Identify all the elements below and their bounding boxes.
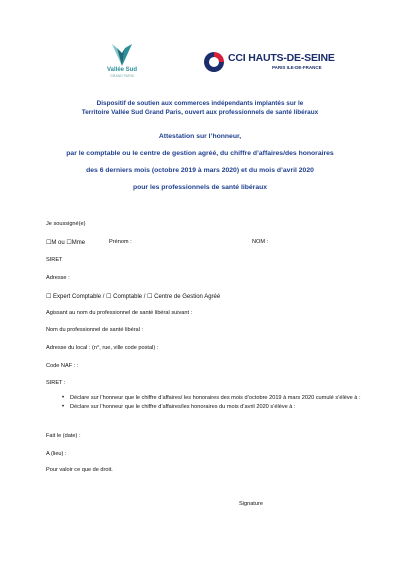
pour-valoir-label: Pour valoir ce que de droit. xyxy=(46,467,113,473)
vallee-sud-sub: GRAND PARIS xyxy=(110,74,134,78)
vallee-sud-name: Vallée Sud xyxy=(106,67,137,73)
vallee-sud-v-icon xyxy=(112,44,132,66)
title-line-4: pour les professionnels de santé libéraux xyxy=(132,184,268,191)
soussigne-label: Je soussigné(e) xyxy=(46,221,86,227)
title-line-3: des 6 derniers mois (octobre 2019 à mars 2020) et du mois d’avril 2020 xyxy=(86,167,314,174)
signature-label: Signature xyxy=(239,501,263,507)
cci-swirl-icon xyxy=(202,50,226,74)
logos-bar xyxy=(0,44,400,94)
civility-row xyxy=(46,239,269,246)
cci-name: CCI HAUTS-DE-SEINE xyxy=(228,52,335,64)
nom-label: NOM : xyxy=(252,239,269,245)
program-header xyxy=(40,100,360,117)
attestation-title xyxy=(30,128,370,196)
siret-label: SIRET xyxy=(46,257,63,263)
agissant-label: Agissant au nom du professionnel de santé libéral suivant : xyxy=(46,310,193,316)
siret2-label: SIRET : xyxy=(46,380,66,386)
declaration-item-2: • Déclare sur l’honneur que le chiffre d’affaires/les honoraires du mois d’avril 2020 s’élève à : xyxy=(62,403,362,411)
header-line-1: Dispositif de soutien aux commerces indépendants implantés sur le xyxy=(96,100,304,107)
declarations-list xyxy=(62,394,362,412)
adresse-label: Adresse : xyxy=(46,275,70,281)
adresse-local-label: Adresse du local : (n°, rue, ville code postal) : xyxy=(46,345,159,351)
code-naf-label: Code NAF : : xyxy=(46,363,79,369)
title-line-2: par le comptable ou le centre de gestion agréé, du chiffre d’affaires/des honoraires xyxy=(66,150,334,157)
title-line-1: Attestation sur l’honneur, xyxy=(158,133,242,140)
cci-sub: PARIS ILE-DE-FRANCE xyxy=(272,65,322,70)
cci-logo xyxy=(202,50,335,76)
nom-pro-label: Nom du professionnel de santé libéral : xyxy=(46,327,144,333)
prenom-label: Prénom : xyxy=(109,239,132,245)
vallee-sud-logo xyxy=(100,44,144,92)
fait-le-label: Fait le (date) : xyxy=(46,433,81,439)
declaration-item-1: • Déclare sur l’honneur que le chiffre d’affaires/ les honoraires des mois d’octobre 2019 à mars 2020 cumulé s’élève à : xyxy=(62,394,362,402)
a-lieu-label: A (lieu) : xyxy=(46,451,67,457)
role-checkboxes[interactable]: ☐ Expert Comptable / ☐ Comptable / ☐ Centre de Gestion Agréé xyxy=(46,294,221,300)
civility-checkboxes[interactable]: ☐M ou ☐Mme xyxy=(46,240,86,246)
header-line-2: Territoire Vallée Sud Grand Paris, ouvert aux professionnels de santé libéraux xyxy=(81,108,319,116)
